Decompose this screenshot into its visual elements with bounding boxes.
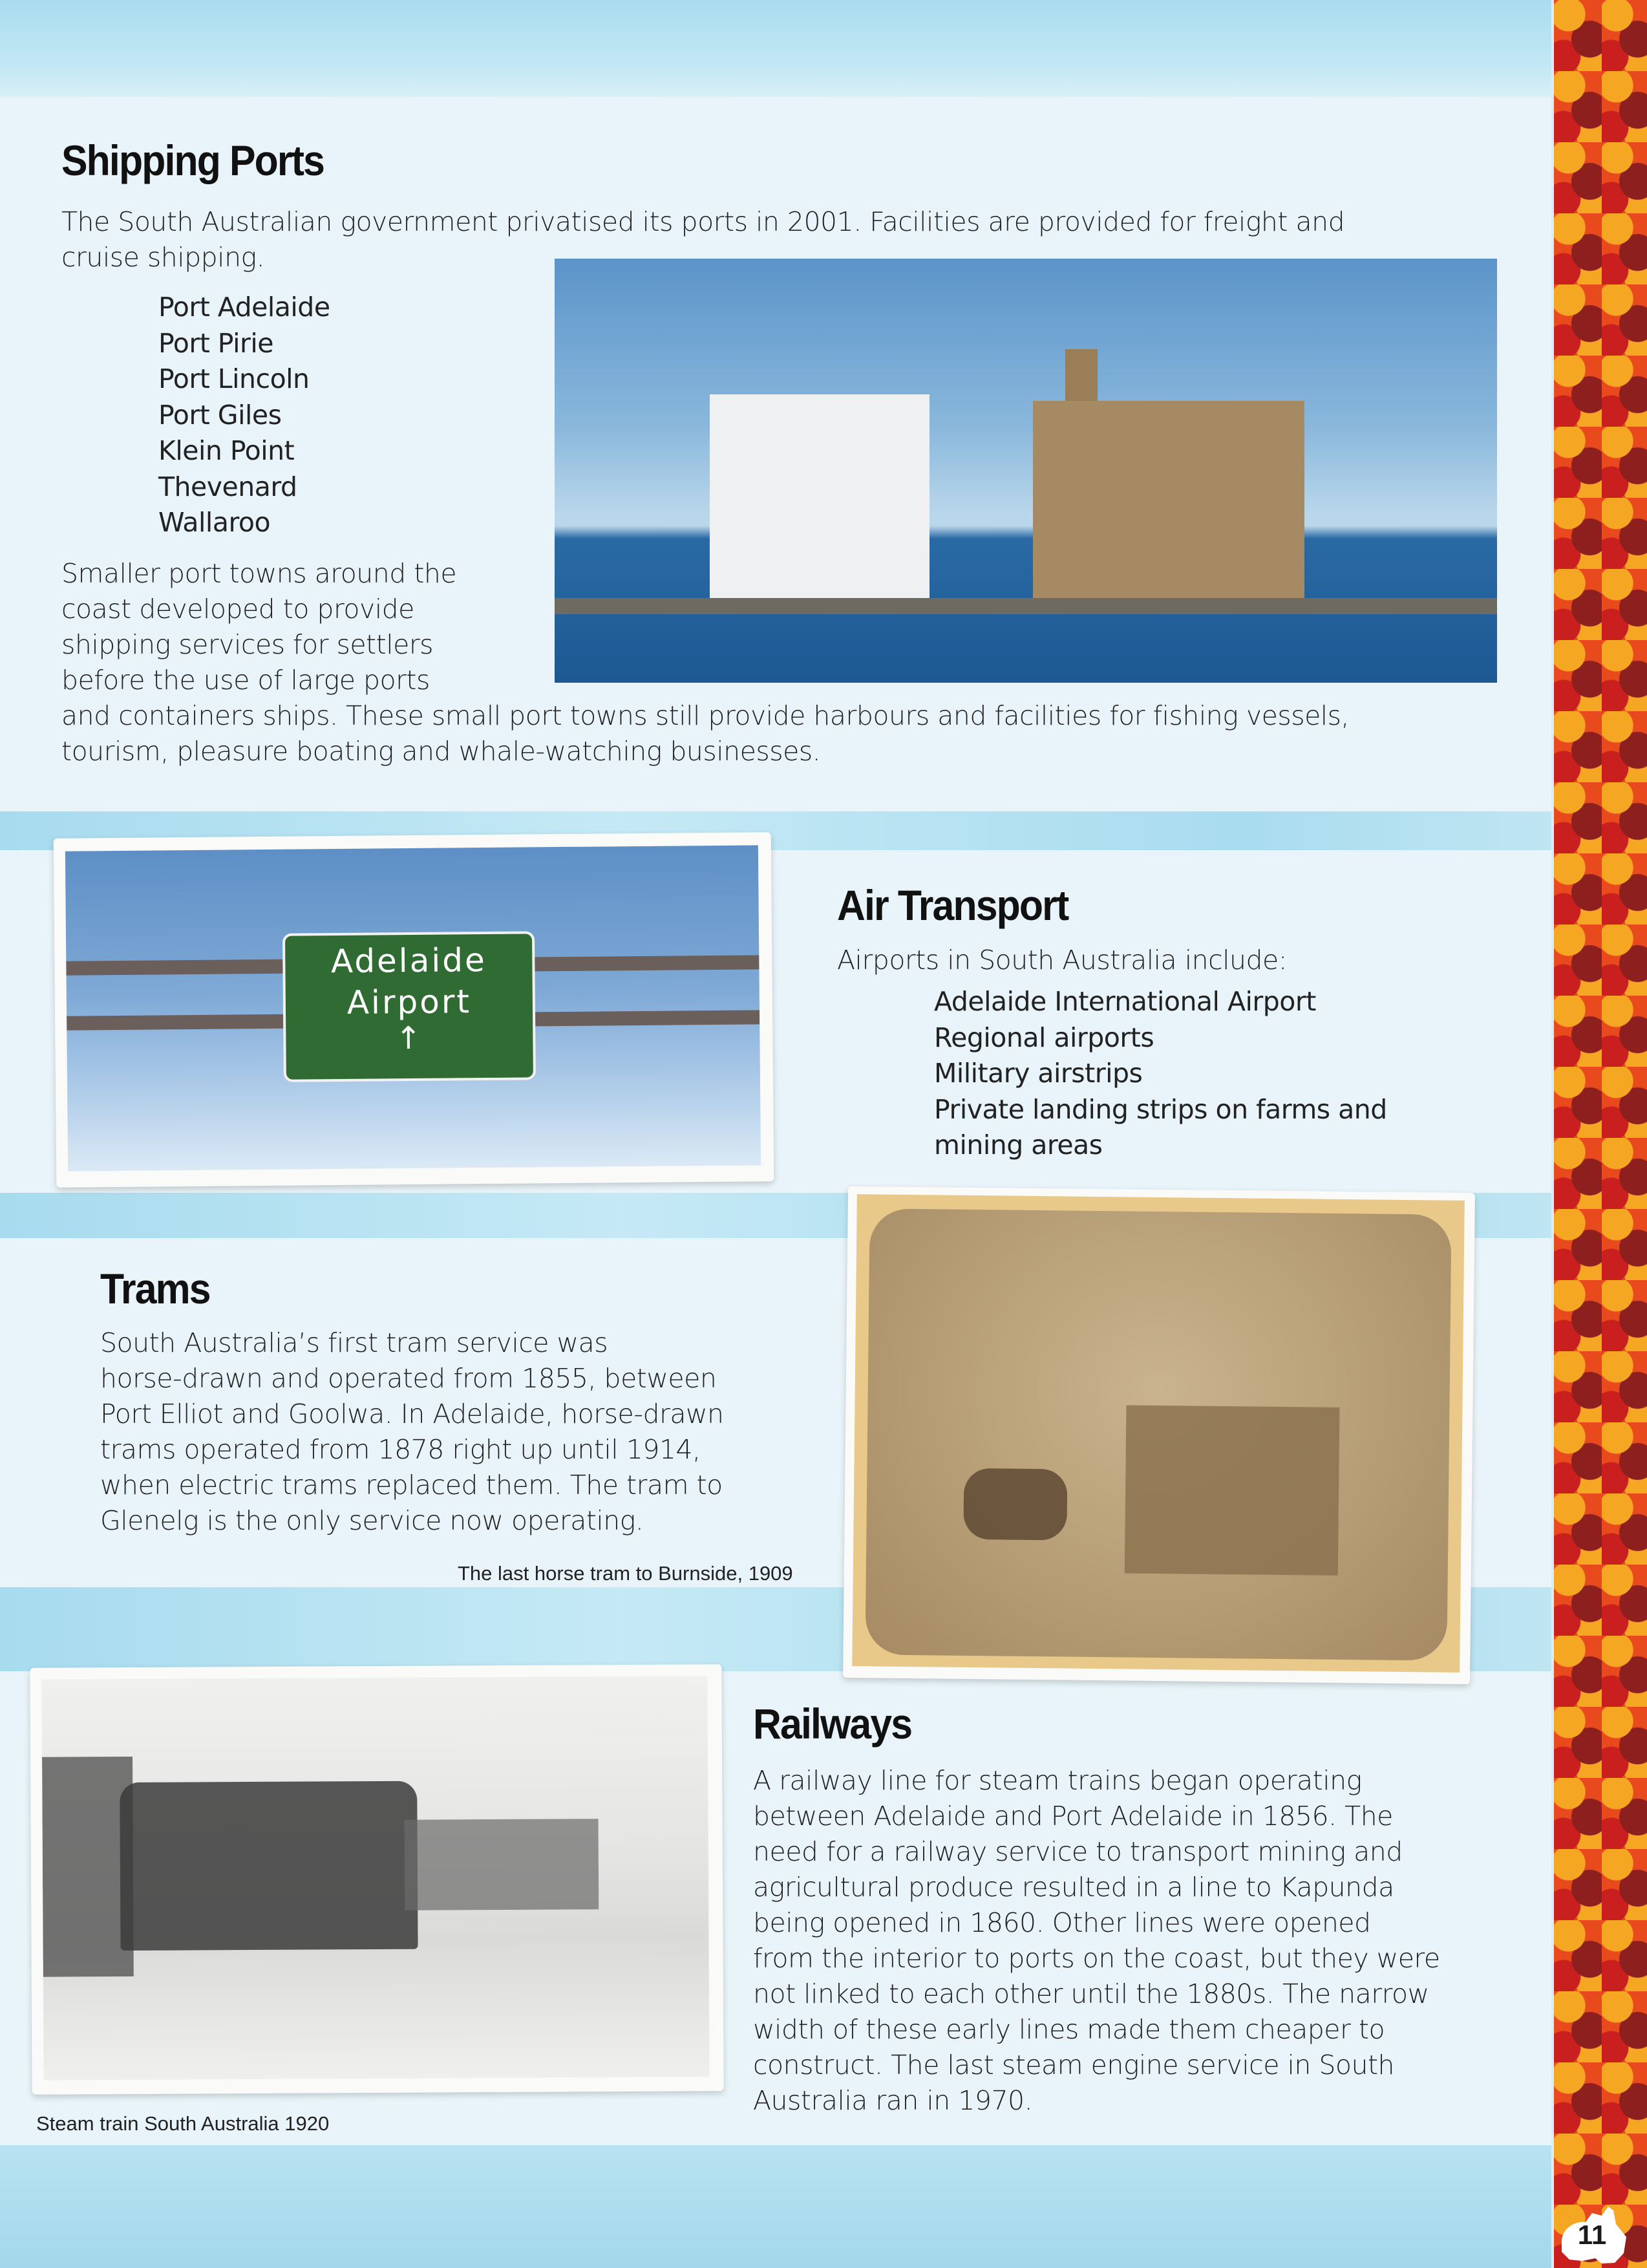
shipping-para-line: coast developed to provide <box>61 594 414 625</box>
top-background-band <box>0 0 1551 97</box>
locomotive-shape <box>120 1781 418 1951</box>
ports-list <box>158 290 330 541</box>
shipping-heading: Shipping Ports <box>61 136 324 184</box>
railways-line: between Adelaide and Port Adelaide in 1856. The <box>753 1801 1393 1832</box>
shipping-para-line: before the use of large ports <box>61 665 430 696</box>
railways-line: A railway line for steam trains began operating <box>753 1765 1362 1796</box>
air-intro: Airports in South Australia include: <box>837 945 1288 976</box>
port-item: Port Giles <box>158 399 282 431</box>
airport-photo-frame <box>54 832 774 1188</box>
railways-line: construct. The last steam engine service in South <box>753 2049 1395 2081</box>
port-item: Port Lincoln <box>158 363 310 394</box>
railways-line: width of these early lines made them cheaper to <box>753 2014 1385 2045</box>
port-item: Wallaroo <box>158 507 271 538</box>
railways-heading: Railways <box>753 1700 912 1748</box>
airport-item: Adelaide International Airport <box>934 986 1316 1017</box>
train-photo-frame <box>30 1664 723 2095</box>
railways-line: not linked to each other until the 1880s. The narrow <box>753 1978 1429 2009</box>
sepia-photo-area <box>865 1208 1451 1660</box>
trams-line: horse-drawn and operated from 1855, between <box>100 1363 717 1394</box>
shipping-intro-line1: The South Australian government privatised its ports in 2001. Facilities are provided for freight and <box>61 206 1345 237</box>
horse-shape <box>963 1468 1067 1541</box>
tram-photo-caption: The last horse tram to Burnside, 1909 <box>458 1562 793 1585</box>
airport-sign-photo <box>65 845 761 1171</box>
shipping-para-line: Smaller port towns around the <box>61 558 457 589</box>
railways-line: Australia ran in 1970. <box>753 2085 1033 2116</box>
airport-item: Private landing strips on farms and <box>934 1093 1387 1125</box>
wagons-shape <box>405 1819 599 1910</box>
tram-photo-frame <box>843 1186 1475 1684</box>
port-item: Port Adelaide <box>158 292 330 323</box>
trams-heading: Trams <box>100 1265 210 1312</box>
trams-line: Port Elliot and Goolwa. In Adelaide, horse-drawn <box>100 1398 724 1429</box>
trams-line: trams operated from 1878 right up until 1914, <box>100 1434 701 1465</box>
airport-item: mining areas <box>934 1129 1103 1161</box>
shipping-para-line: tourism, pleasure boating and whale-watching businesses. <box>61 736 821 767</box>
arrow-up-icon: ↑ <box>395 1020 424 1057</box>
airport-road-sign <box>282 931 536 1082</box>
port-item: Thevenard <box>158 471 297 502</box>
brick-silos-shape <box>1033 401 1304 601</box>
railways-line: from the interior to ports on the coast, but they were <box>753 1943 1440 1974</box>
trams-line: when electric trams replaced them. The tram to <box>100 1470 723 1501</box>
shipping-para-line: and containers ships. These small port towns still provide harbours and facilities for fishing vessels, <box>61 700 1350 731</box>
airport-item: Military airstrips <box>934 1058 1143 1089</box>
railways-line: being opened in 1860. Other lines were opened <box>753 1907 1371 1938</box>
tram-car-shape <box>1125 1405 1340 1575</box>
shipping-intro-line2: cruise shipping. <box>61 242 265 273</box>
shipping-para-line: shipping services for settlers <box>61 629 434 660</box>
air-heading: Air Transport <box>837 881 1068 929</box>
steam-train-photo <box>41 1676 709 2080</box>
train-photo-caption: Steam train South Australia 1920 <box>36 2112 330 2135</box>
port-item: Port Pirie <box>158 327 273 359</box>
trams-line: Glenelg is the only service now operating. <box>100 1505 644 1536</box>
jetty-shape <box>555 598 1497 614</box>
page-number: 11 <box>1577 2220 1607 2250</box>
sign-line2: Airport <box>346 983 472 1022</box>
sign-line1: Adelaide <box>330 941 487 981</box>
decorative-dot-strip <box>1551 0 1647 2268</box>
bottom-background-band <box>0 2145 1551 2268</box>
airports-list <box>934 984 1387 1164</box>
port-item: Klein Point <box>158 435 295 466</box>
airport-item: Regional airports <box>934 1022 1154 1053</box>
page-number-badge <box>1557 2201 1634 2266</box>
trams-line: South Australia’s first tram service was <box>100 1327 608 1358</box>
railways-line: agricultural produce resulted in a line to Kapunda <box>753 1872 1394 1903</box>
horse-tram-photo <box>852 1194 1465 1673</box>
port-silos-photo <box>555 259 1497 683</box>
railways-line: need for a railway service to transport mining and <box>753 1836 1403 1867</box>
white-silos-shape <box>710 394 930 601</box>
